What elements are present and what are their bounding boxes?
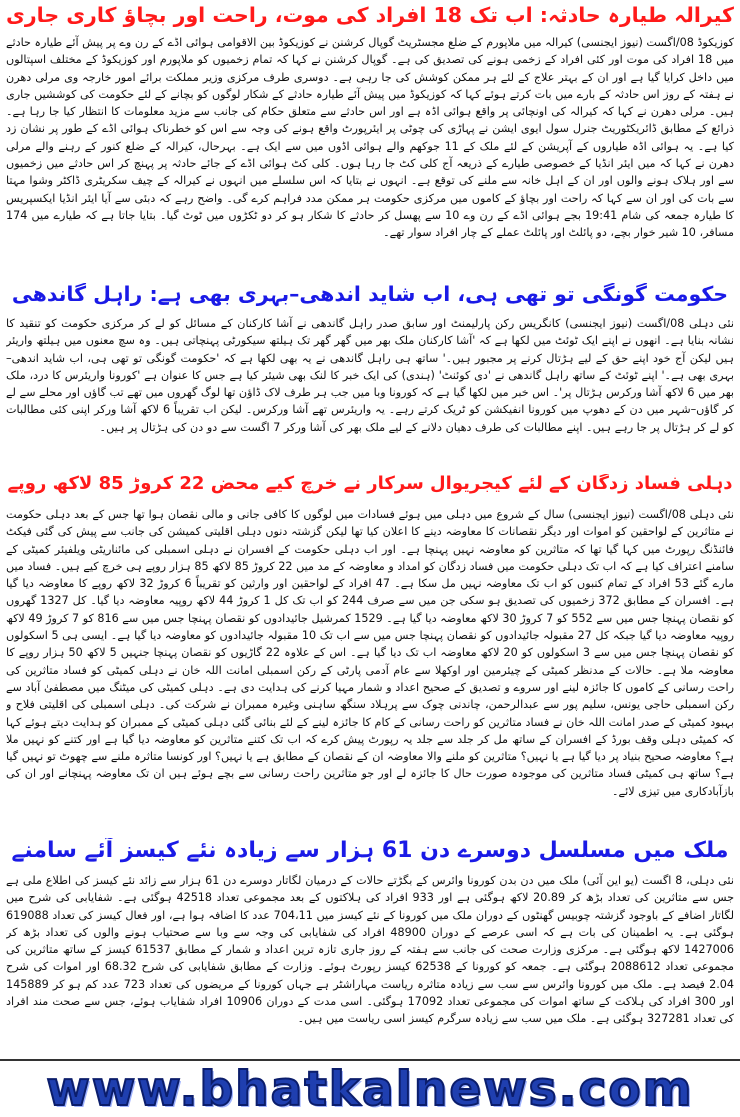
story-rahul-gandhi bbox=[6, 283, 734, 473]
site-footer bbox=[0, 1062, 740, 1117]
site-logo-text[interactable]: www.bhatkalnews.com bbox=[46, 1062, 694, 1117]
headline-plane-crash: کیرالہ طیارہ حادثہ: اب تک 18 افراد کی موت، راحت اور بچاؤ کاری جاری bbox=[6, 4, 734, 27]
body-rahul-gandhi: نئی دہلی 08/اگست (نیوز ایجنسی) کانگریس رکن پارلیمنٹ اور سابق صدر راہل گاندھی نے آشا کارکنان کے مسائل کو لے کر مرکزی حکومت کو تنقید کا نشانہ بنایا ہے۔ انھوں نے اپنے ایک ٹوئٹ میں لکھا ہے کہ 'آشا کارکنان ملک بھر میں گھر گھر تک ہیلتھ سیکورٹی پہنچاتی ہیں۔ وہ سچ معنوں میں ہیلتھ واریئر ہیں لیکن آج خود اپنے حق کے لیے ہڑتال کرنے پر مجبور ہیں۔' ساتھ ہی راہل گاندھی نے یہ بھی لکھا ہے کہ 'حکومت گونگی تو تھی ہی، اب شاید اندھی–بہری بھی ہے۔' اپنے ٹوئٹ کے ساتھ راہل گاندھی نے 'دی کوئنٹ' (ہندی) کی ایک خبر کا لنک بھی شیئر کیا ہے جس کا عنوان ہے 'کورونا واریئرس کا درد، ملک بھر میں 6 لاکھ آشا ورکرس ہڑتال پر'۔ اس خبر میں لکھا گیا ہے کہ کورونا وبا میں جب ہر طرف لاک ڈاؤن تھا لوگ گھروں میں تھے تب گاؤں اور محلے سے لے کر گاؤں–شہر میں دن کے دھوپ میں کورونا انفیکشن کو ٹریک کرتے رہے۔ یہ واریئرس تھے آشا ورکرس۔ لیکن اب تقریباً 6 لاکھ آشا ورکر اپنی کئی مطالبات کو لے کر ہڑتال پر جا رہے ہیں۔ اپنے مطالبات کی طرف دھیان دلانے کے لیے ملک بھر کی آشا ورکر 7 اگست سے دو دن کی ہڑتال پر ہیں۔ bbox=[6, 317, 734, 434]
headline-rahul-gandhi: حکومت گونگی تو تھی ہی، اب شاید اندھی–بہری بھی ہے: راہل گاندھی bbox=[11, 283, 729, 306]
headline-delhi-riots: دہلی فساد زدگان کے لئے کیجریوال سرکار نے خرچ کیے محض 22 کروڑ 85 لاکھ روپے bbox=[7, 474, 733, 494]
footer-divider bbox=[0, 1059, 740, 1061]
body-delhi-riots: نئی دہلی 08/اگست (نیوز ایجنسی) سال کے شروع میں دہلی میں ہوئے فسادات میں لوگوں کا کافی جانی و مالی نقصان ہوا تھا جس کے بعد دہلی حکومت نے متاثرین کے لواحقین کو اموات اور دیگر نقصانات کا معاوضہ دینے کا اعلان کیا تھا لیکن گزشتہ دنوں دہلی اقلیتی کمیشن کی جانب سے پیش کی گئی فیکٹ فائنڈنگ رپورٹ میں کہا گیا تھا کہ متاثرین کو معاوضہ نہیں پہنچا ہے۔ اور اب دہلی حکومت کے افسران نے دہلی اسمبلی کی مائناریٹی ویلفیئر کمیٹی کے سامنے اعتراف کیا ہے کہ اب تک دہلی حکومت میں فساد زدگان کو امداد و معاوضہ کے مد میں 22 کروڑ 85 لاکھ 85 ہزار روپے ہی خرچ کیے ہیں۔ فساد میں مارے گئے 53 افراد کے تمام کنبوں کو اب تک معاوضہ نہیں مل سکا ہے۔ 47 افراد کے لواحقین اور وارثین کو تقریباً 6 کروڑ 32 لاکھ روپے کا معاوضہ دیا گیا ہے۔ افسران کے مطابق 372 زخمیوں کی تصدیق ہو سکی جن میں سے صرف 244 کو اب تک کل 1 کروڑ 44 لاکھ روپیہ معاوضہ دیا گیا۔ کل 1327 گھروں کو نقصان پہنچا جس میں سے 552 کو 7 کروڑ 30 لاکھ معاوضہ دیا گیا ہے۔ 1529 کمرشیل جائیدادوں کو نقصان پہنچا جس میں سے 816 کو 7 کروڑ 49 لاکھ روپیہ معاوضہ دیا گیا جبکہ کل 27 مقبولہ جائیدادوں کو نقصان پہنچا جس میں سے اب تک 10 مقبولہ جائیدادوں کو معاوضہ دیا گیا ہے۔ ایسی ہی 5 اسکولوں کو نقصان پہنچا جس میں سے 3 اسکولوں کو 20 لاکھ معاوضہ اب تک دیا گیا ہے۔ اس کے علاوہ 22 گاڑیوں کو نقصان پہنچا جنہیں 5 لاکھ 50 ہزار روپے کا معاوضہ ملا ہے۔ حالات کے مدنظر کمیٹی کے چیئرمین اور اوکھلا سے عام آدمی پارٹی کے رکن اسمبلی امانت اللہ خان نے دہلی کمیٹی کو فساد متاثرین کی راحت رسانی کے کاموں کا جائزہ لینے اور سروے و تصدیق کے صحیح اعداد و شمار مہیا کرنے کی ہدایت دی ہے۔ دہلی کمیٹی کی میٹنگ میں مصطفیٰ آباد سے رکن اسمبلی حاجی یونس، سلیم پور سے عبدالرحمن، چاندنی چوک سے پرہلاد سنگھ ساہنی وغیرہ ممبران نے شرکت کی۔ دہلی اسمبلی کی اقلیتی فلاح و بہبود کمیٹی کے صدر امانت اللہ خان نے فساد متاثرین کو راحت رسانی کے کام کا جائزہ لینے کے لئے بنائی گئی دہلی کمیٹی کے ممبران کو ہدایت دیتے ہوئے کہا کہ کمیٹی دہلی وقف بورڈ کے افسران کے ساتھ مل کر جلد سے جلد یہ رپورٹ پیش کرے کہ اب تک کتنے متاثرین کو معاوضہ دیا گیا ہے اور کتنے کو نہیں ملا ہے؟ معاوضہ صحیح بنیاد پر دیا گیا ہے یا نہیں؟ متاثرین کو ملنے والا معاوضہ ان کے نقصان کے مطابق ہے یا نہیں؟ اور کونسا متاثرہ ملنے سے چھوٹ تو نہیں گیا ہے؟ ساتھ ہی کمیٹی فساد متاثرین کی موجودہ صورت حال کا جائزہ لے اور جو متاثرین راحت رسانی سے بچے ہوئے ہیں ان تک معاوضہ پہنچانے اور ان کی بازآبادکاری میں تیزی لائے۔ bbox=[6, 508, 734, 798]
body-plane-crash: کوزیکوڈ 08/اگست (نیوز ایجنسی) کیرالہ میں ملاپورم کے ضلع مجسٹریٹ گوپال کرشنن نے کوزیکوڈ بین الاقوامی ہوائی اڈے کے رن وے پر پیش آئے طیارہ حادثے میں 18 افراد کی موت اور کئی افراد کے زخمی ہونے کی تصدیق کی ہے۔ گوپال کرشنن نے کہا کہ تمام زخمیوں کو ملاپورم اور کوزیکوڈ کے مختلف اسپتالوں میں داخل کرایا گیا ہے اور ان کے بہتر علاج کے لئے ہر ممکن کوشش کی جا رہی ہے۔ دوسری طرف مرکزی وزیر مملکت برائے امور خارجہ وی مرلی دھرن نے ہفتہ کے روز اس حادثہ کے بارے میں بات کرتے ہوئے کہا کہ کوزیکوڈ میں پیش آئے طیارہ حادثے کے شکار لوگوں کو بچانے کے لئے حکومت کی کوششیں جاری ہیں۔ مرلی دھرن نے کہا کہ کیرالہ کی اونچائی پر واقع ہوائی اڈہ ہے اور اس حادثے سے متعلق حکام کی جانب سے مزید معلومات کا انتظار کیا جا رہا ہے۔ ذرائع کے مطابق ڈائریکٹوریٹ جنرل سول ایوی ایشن نے پہاڑی کی چوٹی پر ایئرپورٹ واقع ہونے کی وجہ سے اس کو خطرناک ہوائی اڈے کے طور پر نشان زد کیا ہے۔ یہ ہوائی اڈہ طیاروں کے آپریشن کے لئے ملک کے 11 جوکھم والے ہوائی اڈوں میں سے ایک ہے۔ بہرحال، کیرالہ کے ضلع کنور کے رہنے والے مرلی دھرن نے کہا کہ میں ایئر انڈیا کے خصوصی طیارے کے ذریعہ آج کلی کٹ جا رہا ہوں۔ کلی کٹ ہوائی اڈے کے جائے حادثہ پر پہنچ کر اس حادثے میں زخمیوں سے اور ہلاک ہونے والوں اور ان کے اہل خانہ سے ملنے کی توقع ہے۔ انہوں نے بتایا کہ اس سلسلے میں انہوں نے کیرالہ کے چیف سکریٹری ڈاکٹر وشوا مہتا سے بات کی اور ان سے کہا کہ راحت اور بچاؤ کے کاموں میں مرکزی حکومت ہر ممکن مدد فراہم کرے گی۔ واضح رہے کہ دبئی سے آیا ایئر انڈیا ایکسپریس کا طیارہ جمعہ کی شام 19:41 بجے ہوائی اڈے کے رن وے 10 سے پھسل کر حادثے کا شکار ہو کر دو ٹکڑوں میں ٹوٹ گیا۔ بتایا جاتا ہے کہ طیارے میں 174 مسافر، 10 شیر خوار بچے، دو پائلٹ اور پائلٹ عملے کے چار افراد سوار تھے۔ bbox=[6, 36, 734, 240]
story-covid-cases bbox=[6, 838, 734, 1058]
body-covid-cases: نئی دہلی، 8 اگست (یو این آئی) ملک میں دن بدن کورونا وائرس کے بگڑتے حالات کے درمیان لگاتار دوسرے دن 61 ہزار سے زائد نئے کیسز کی اطلاع ملی ہے جس سے متاثرین کی تعداد بڑھ کر 20.89 لاکھ ہوگئی ہے اور 933 افراد کی ہلاکتوں کے بعد مجموعی تعداد 42518 ہوگئی ہے۔ شفایابی کی شرح میں لگاتار اضافے کے باوجود گزشتہ چوبیس گھنٹوں کے دوران ملک میں کورونا کے نئے کیسز میں 704،11 عدد کا اضافہ ہوا ہے، اور فعال کیسز کی تعداد 619088 ہوگئی ہے۔ یہ اطمینان کی بات ہے کہ اسی عرصے کے دوران 48900 افراد کی شفایابی کی وجہ سے وبا سے صحتیاب ہونے والوں کی تعداد بڑھ کر 1427006 لاکھ ہوگئی ہے۔ مرکزی وزارت صحت کی جانب سے ہفتہ کے روز جاری تازہ ترین اعداد و شمار کے مطابق 61537 کیسز کے ساتھ متاثرین کی مجموعی تعداد 2088612 ہوگئی ہے۔ جمعہ کو کورونا کے 62538 کیسز رپورٹ ہوئے۔ وزارت کے مطابق شفایابی کی شرح 68.32 اور اموات کی شرح 2.04 فیصد ہے۔ ملک میں کورونا وائرس سے سب سے زیادہ متاثرہ ریاست مہاراشٹر ہے جہاں کورونا کے مریضوں کی تعداد 723 عدد کم ہو کر 145889 اور 300 افراد کی ہلاکت کے ساتھ اموات کی مجموعی تعداد 17092 ہوگئی۔ اسی مدت کے دوران 10906 افراد شفایاب ہوئے، جس سے صحت مند افراد کی تعداد 327281 ہوگئی ہے۔ ملک میں سب سے زیادہ سرگرم کیسز اسی ریاست میں ہیں۔ bbox=[6, 874, 734, 1026]
story-delhi-riots bbox=[6, 474, 734, 836]
headline-covid-cases: ملک میں مسلسل دوسرے دن 61 ہزار سے زیادہ نئے کیسز آئے سامنے bbox=[11, 838, 729, 863]
story-plane-crash bbox=[6, 4, 734, 279]
